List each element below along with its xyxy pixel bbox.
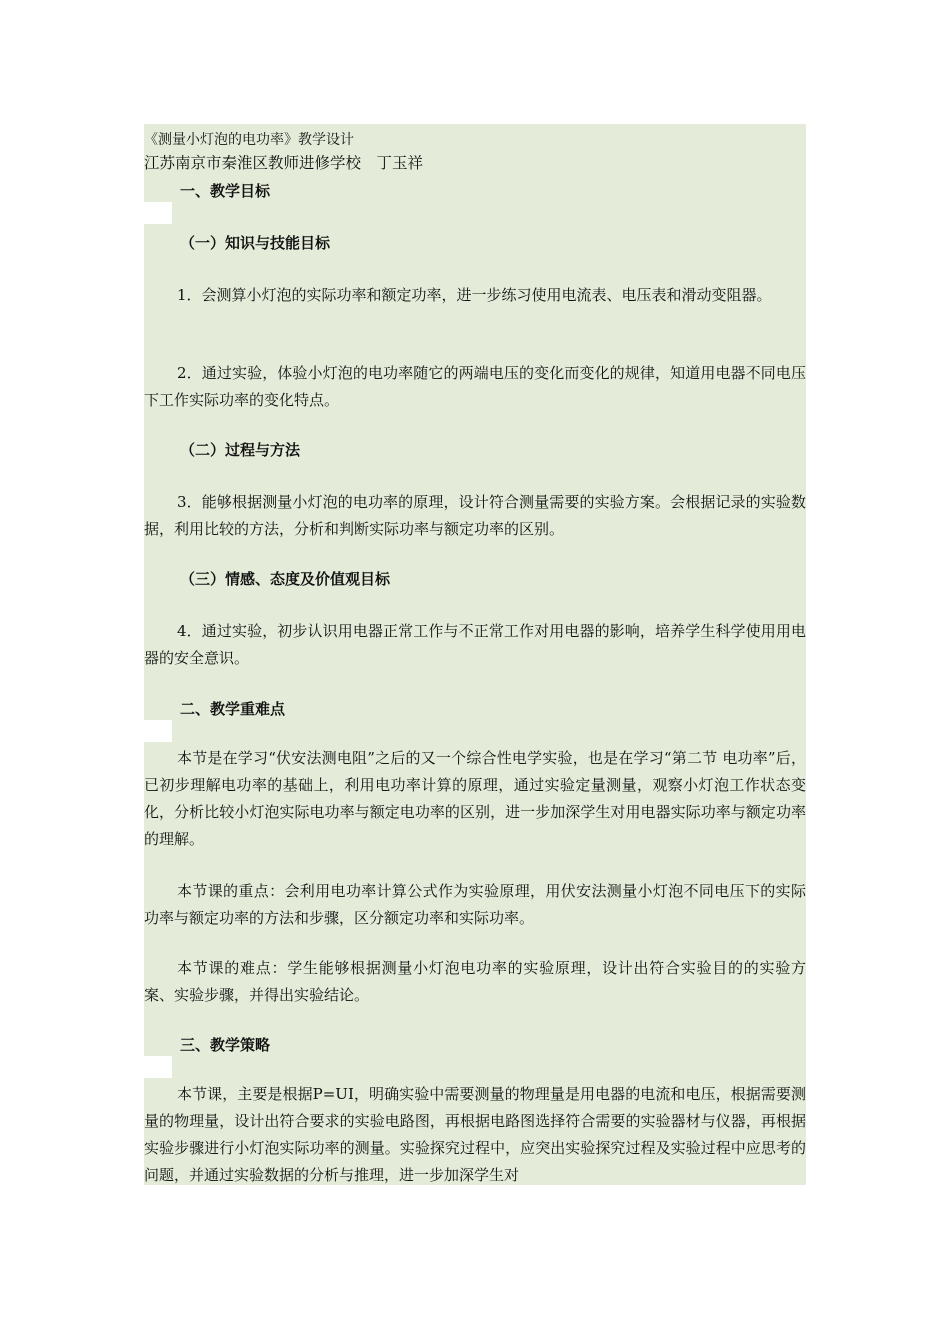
paragraph-objective-4: 4．通过实验，初步认识用电器正常工作与不正常工作对用电器的影响，培养学生科学使用用电器的安全意识。: [144, 622, 806, 667]
document-block: [144, 124, 806, 1185]
heading-notch: [144, 720, 172, 742]
paragraph-key-points-intro: 本节是在学习“伏安法测电阻”之后的又一个综合性电学实验，也是在学习“第二节 电功率”后，已初步理解电功率的基础上，利用电功率计算的原理，通过实验定量测量，观察小灯泡工作状态变化，分析比较小灯泡实际电功率与额定电功率的区别，进一步加深学生对用电器实际功率与额定功率的理解。: [144, 749, 806, 848]
paragraph-strategy: 本节课，主要是根据P=UI，明确实验中需要测量的物理量是用电器的电流和电压，根据需要测量的物理量，设计出符合要求的实验电路图，再根据电路图选择符合需要的实验器材与仪器，再根据实验步骤进行小灯泡实际功率的测量。实验探究过程中，应突出实验探究过程及实验过程中应思考的问题，并通过实验数据的分析与推理，进一步加深学生对: [144, 1085, 806, 1184]
subheading-process-method: （二）过程与方法: [180, 441, 301, 459]
paragraph-difficulty: 本节课的难点：学生能够根据测量小灯泡电功率的实验原理，设计出符合实验目的的实验方案、实验步骤，并得出实验结论。: [144, 959, 806, 1004]
author-line: 江苏南京市秦淮区教师进修学校 丁玉祥: [144, 154, 424, 172]
paragraph-objective-2: 2．通过实验，体验小灯泡的电功率随它的两端电压的变化而变化的规律，知道用电器不同电压下工作实际功率的变化特点。: [144, 364, 806, 409]
section-heading-key-points: 二、教学重难点: [180, 700, 286, 718]
subheading-attitude-values: （三）情感、态度及价值观目标: [180, 570, 391, 588]
section-heading-objectives: 一、教学目标: [180, 182, 271, 200]
document-title: 《测量小灯泡的电功率》教学设计: [144, 132, 354, 148]
heading-notch: [144, 1056, 172, 1078]
paragraph-objective-1: 1．会测算小灯泡的实际功率和额定功率，进一步练习使用电流表、电压表和滑动变阻器。: [177, 286, 772, 304]
section-heading-strategy: 三、教学策略: [180, 1036, 271, 1054]
heading-notch: [144, 202, 172, 224]
paragraph-focus: 本节课的重点：会利用电功率计算公式作为实验原理，用伏安法测量小灯泡不同电压下的实际功率与额定功率的方法和步骤，区分额定功率和实际功率。: [144, 882, 806, 927]
subheading-knowledge-skills: （一）知识与技能目标: [180, 234, 331, 252]
paragraph-objective-3: 3．能够根据测量小灯泡的电功率的原理，设计符合测量需要的实验方案。会根据记录的实验数据，利用比较的方法，分析和判断实际功率与额定功率的区别。: [144, 493, 806, 538]
